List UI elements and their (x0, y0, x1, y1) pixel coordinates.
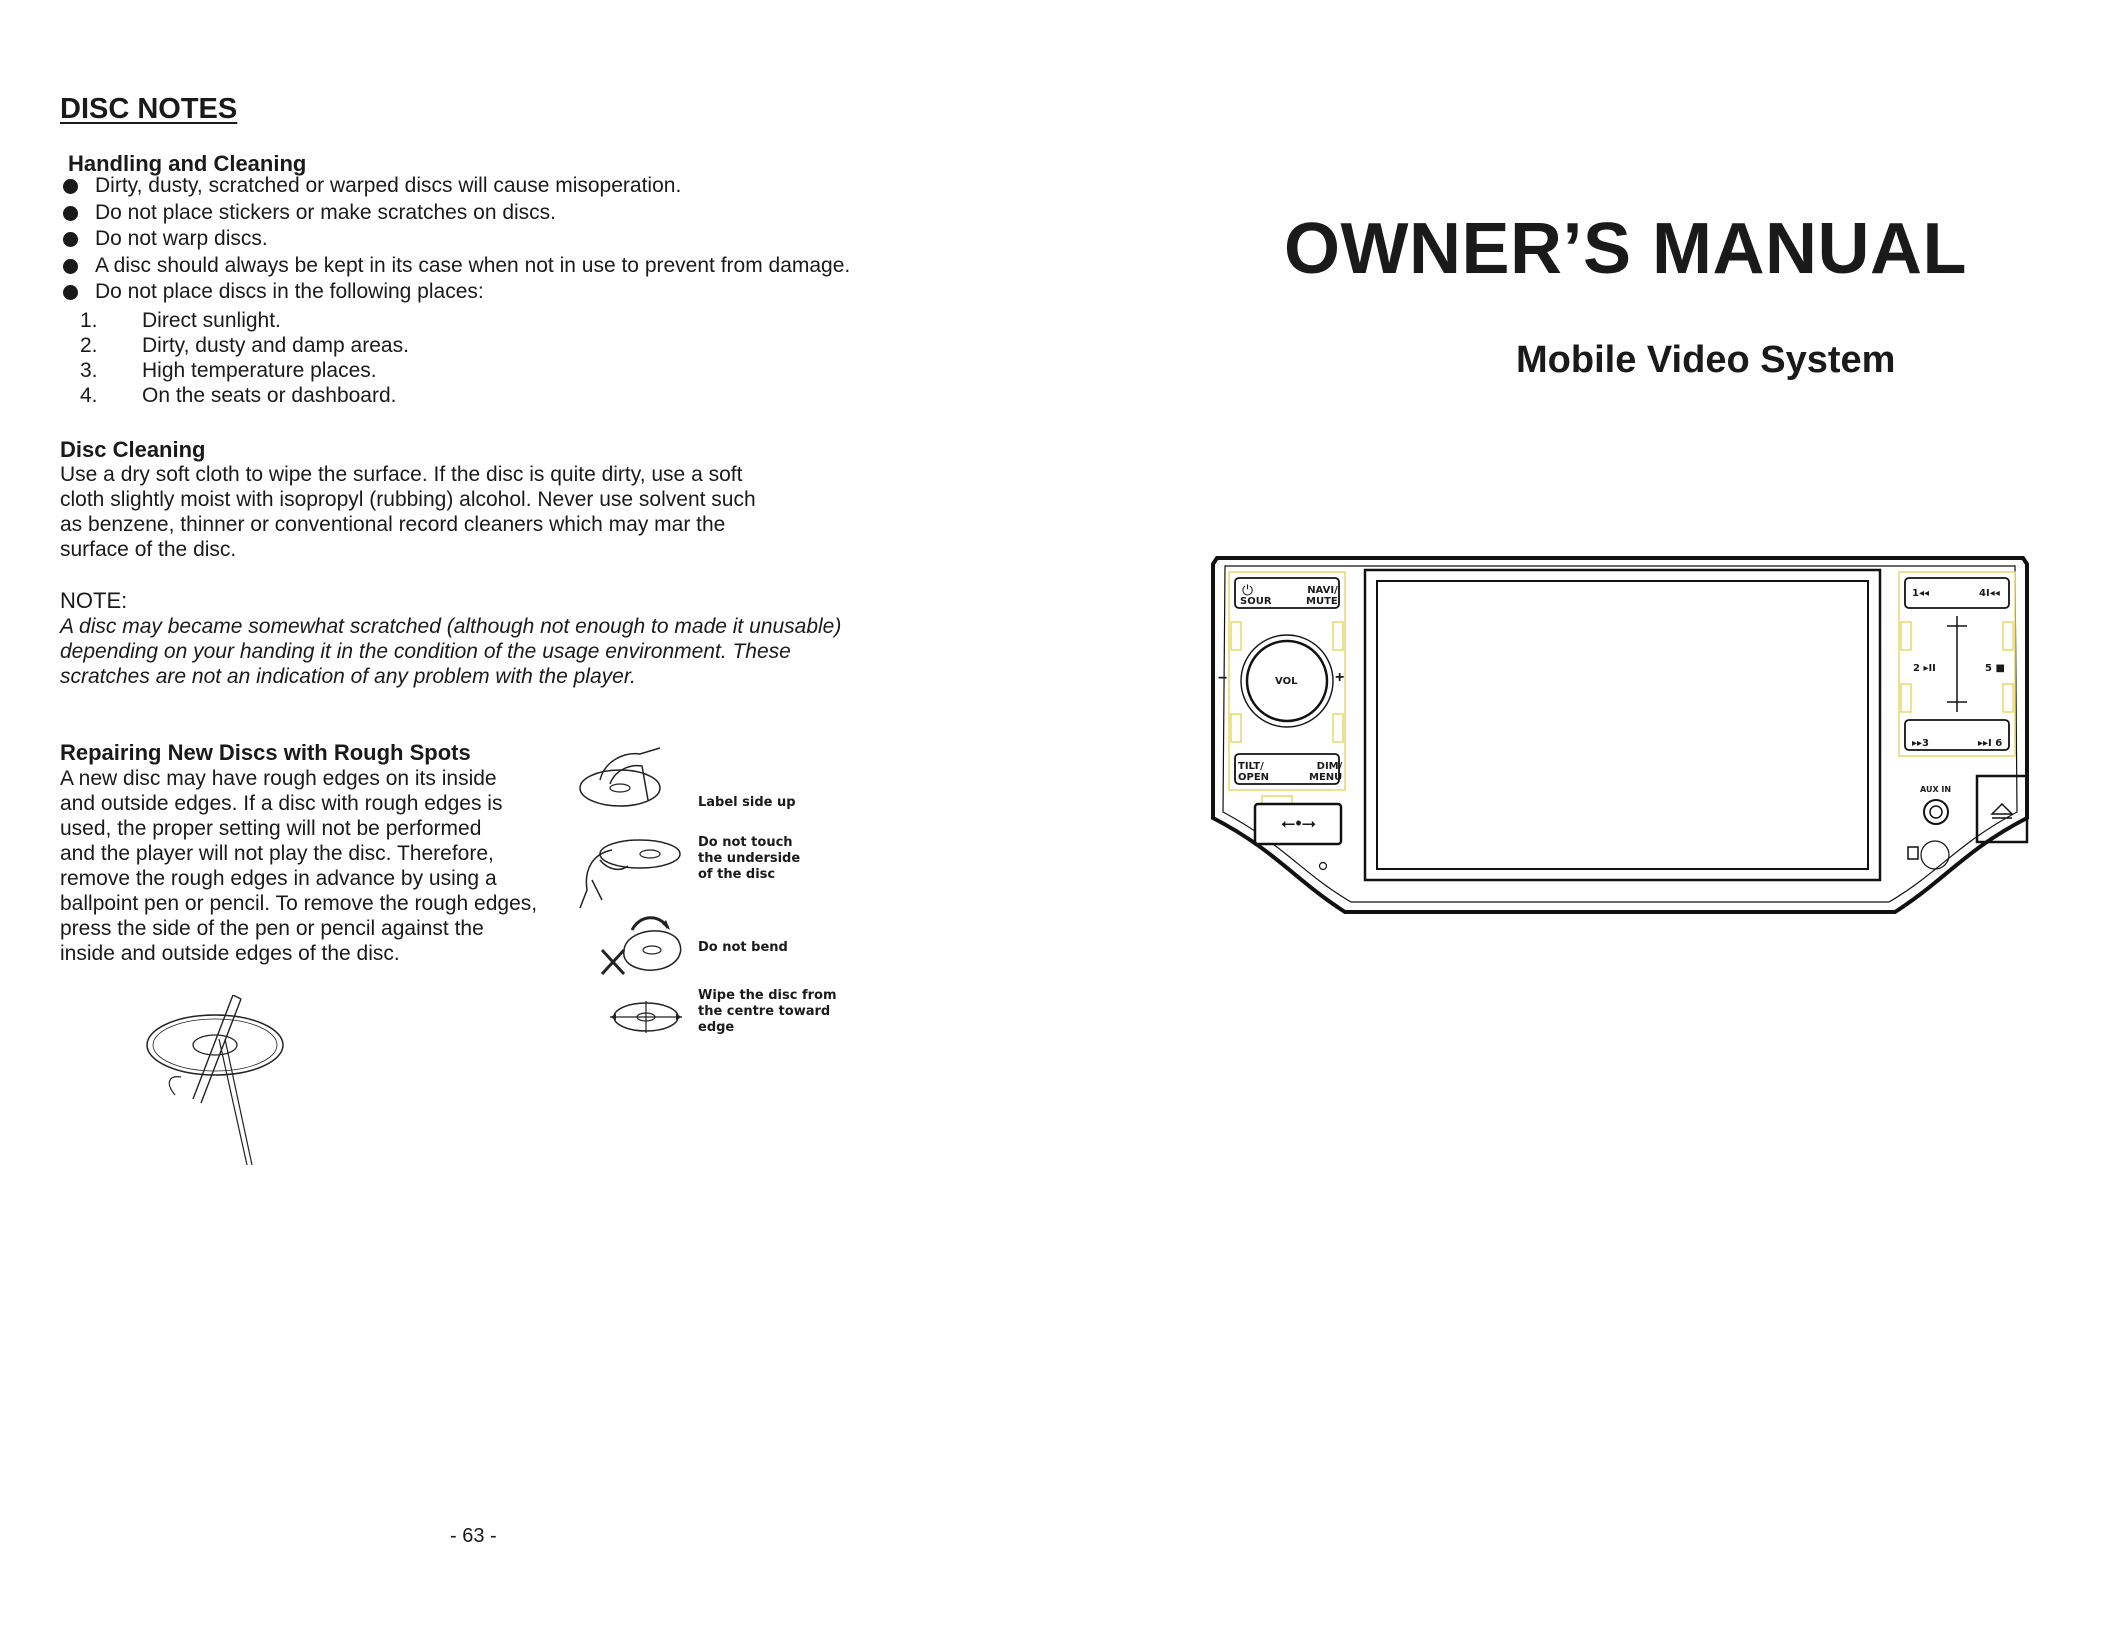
pen-on-disc-illustration (135, 995, 295, 1170)
list-item: Do not warp discs. (60, 226, 960, 253)
tilt-open-button-label[interactable]: TILT/ OPEN (1238, 761, 1270, 783)
aux-in-label: AUX IN (1920, 785, 1952, 794)
power-icon[interactable]: ⏻ (1242, 582, 1254, 598)
preset-4-button[interactable]: 4I◂◂ (1979, 588, 2000, 599)
places-list (80, 308, 409, 408)
label-side-up-caption: Label side up (698, 795, 796, 810)
label-side-up-illustration (570, 740, 670, 820)
list-item: Dirty, dusty, scratched or warped discs will cause misoperation. (60, 173, 960, 200)
preset-5-stop-button[interactable]: 5 ■ (1985, 663, 2005, 674)
device-front-panel (1205, 550, 2035, 930)
wipe-disc-illustration (606, 995, 696, 1039)
preset-2-play-pause-button[interactable]: 2 ▸II (1913, 663, 1936, 674)
manual-title: OWNER’S MANUAL (1284, 209, 1967, 289)
navi-mute-button-label[interactable]: NAVI/ MUTE (1306, 585, 1338, 607)
manual-subtitle: Mobile Video System (1516, 339, 1896, 381)
usb-icon[interactable]: ⭠•⭢ (1281, 813, 1317, 833)
power-source-button-label: SOUR (1240, 596, 1272, 607)
page-number: - 63 - (450, 1525, 497, 1547)
list-item: A disc should always be kept in its case when not in use to prevent from damage. (60, 253, 960, 280)
dim-menu-button-label[interactable]: DIM/ MENU (1309, 761, 1343, 783)
device-outline (1205, 550, 2035, 930)
preset-3-button[interactable]: ▸▸3 (1912, 738, 1929, 749)
preset-1-button[interactable]: 1◂◂ (1912, 588, 1929, 599)
list-item: 3. High temperature places. (80, 359, 377, 382)
note-heading: NOTE: (60, 588, 128, 613)
do-not-bend-illustration (596, 910, 706, 978)
do-not-bend-caption: Do not bend (698, 940, 788, 955)
volume-up-icon[interactable]: + (1335, 669, 1345, 686)
aux-in-jack-icon[interactable] (1924, 800, 1948, 824)
list-item: 4. On the seats or dashboard. (80, 384, 397, 407)
repair-heading: Repairing New Discs with Rough Spots (60, 740, 471, 765)
do-not-touch-illustration (572, 830, 687, 910)
page-title: DISC NOTES (60, 93, 238, 125)
eject-icon[interactable] (1977, 776, 2027, 842)
handling-bullet-list (60, 173, 960, 306)
list-item: 2. Dirty, dusty and damp areas. (80, 334, 409, 357)
do-not-touch-caption: Do not touch the underside of the disc (698, 835, 801, 882)
note-paragraph: A disc may became somewhat scratched (although not enough to made it unusable) depending on your handing it in the condition of the usage environment. These scratches are not an indication of any problem with the player. (60, 615, 842, 688)
volume-knob-label[interactable]: VOL (1275, 676, 1298, 687)
list-item: Do not place discs in the following places: (60, 279, 960, 306)
list-item: Do not place stickers or make scratches on discs. (60, 200, 960, 227)
cleaning-heading: Disc Cleaning (60, 437, 206, 462)
volume-down-icon[interactable]: − (1218, 670, 1228, 687)
preset-6-button[interactable]: ▸▸I 6 (1978, 738, 2003, 749)
repair-paragraph: A new disc may have rough edges on its inside and outside edges. If a disc with rough edges is used, the proper setting will not be performed and the player will not play the disc. Therefore, remove the rough edges in advance by using a ballpoint pen or pencil. To remove the rough edges, press the side of the pen or pencil against the inside and outside edges of the disc. (60, 767, 538, 965)
handling-heading: Handling and Cleaning (68, 151, 307, 176)
cleaning-paragraph: Use a dry soft cloth to wipe the surface. If the disc is quite dirty, use a soft cloth slightly moist with isopropyl (rubbing) alcohol. Never use solvent such as benzene, thinner or conventional record cleaners which may mar the surface of the disc. (60, 463, 756, 561)
list-item: 1. Direct sunlight. (80, 309, 281, 332)
wipe-disc-caption: Wipe the disc from the centre toward edge (698, 988, 837, 1035)
